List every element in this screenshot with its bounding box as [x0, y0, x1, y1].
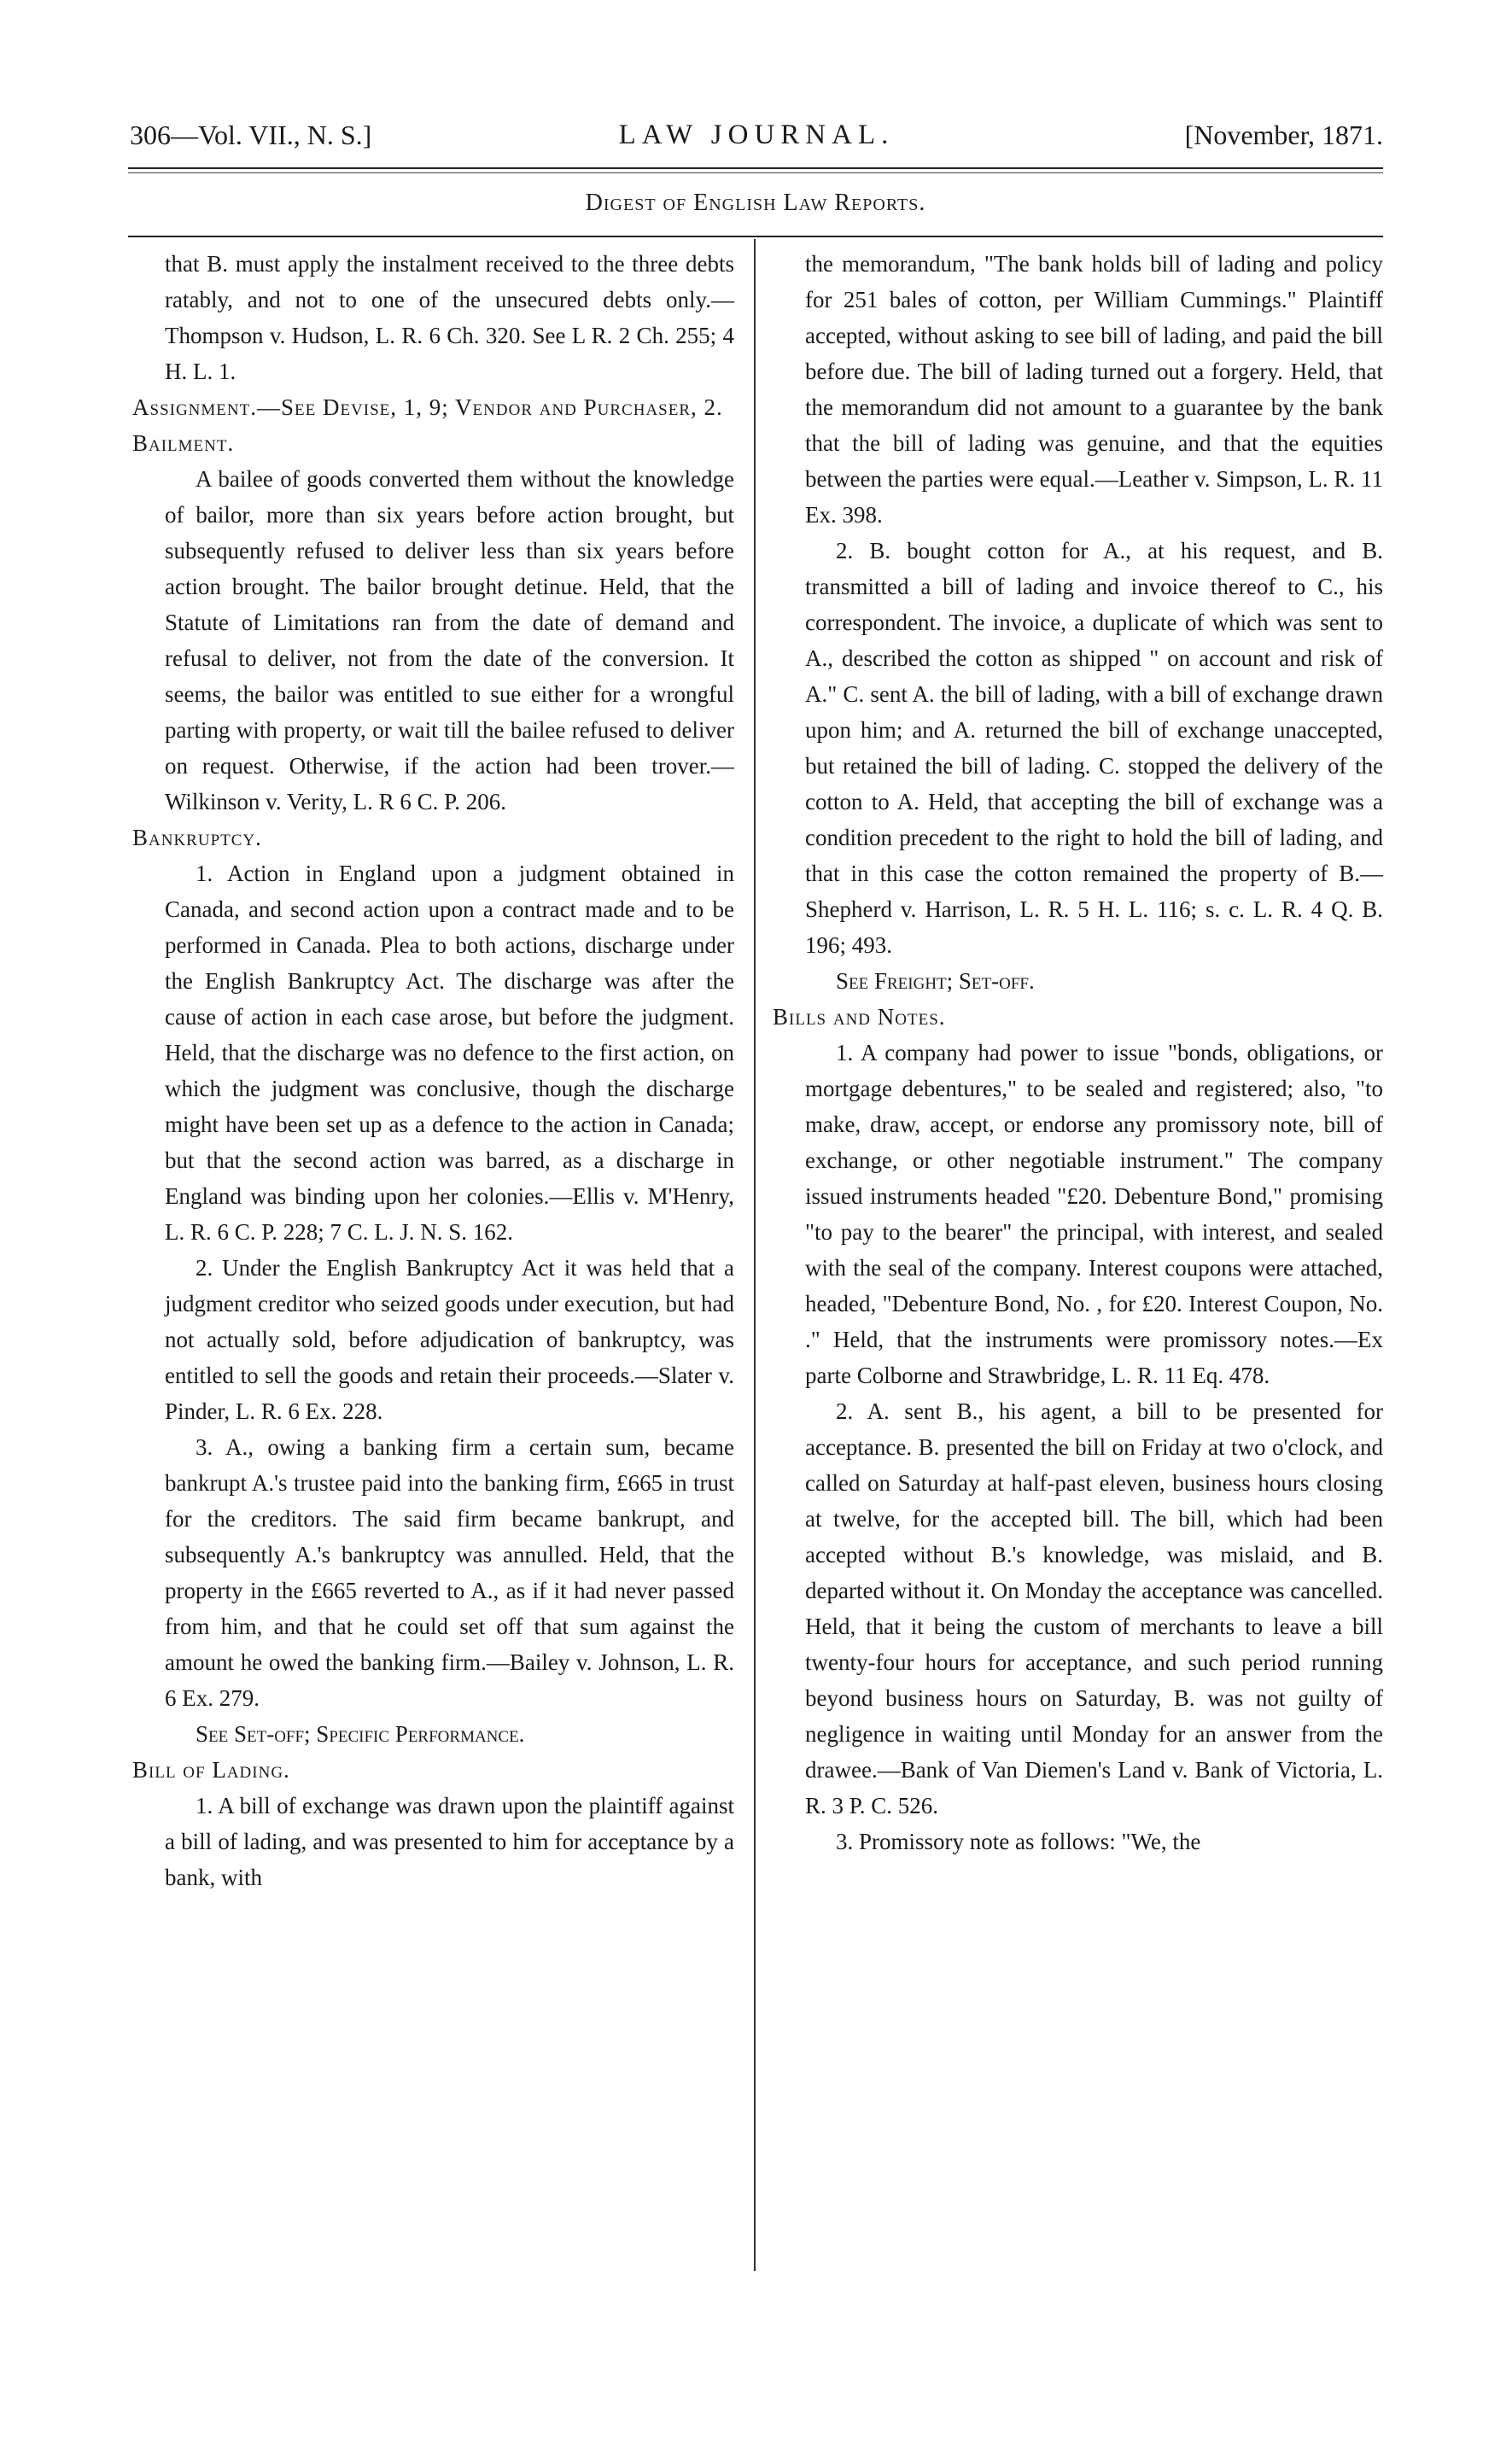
issue-date: [November, 1871. — [1184, 120, 1383, 150]
digest-entry: 1. A bill of exchange was drawn upon the plaintiff against a bill of lading, and was presented to him for acceptance by a bank, with — [165, 1793, 734, 1890]
cross-reference: See Freight; Set-off. — [836, 968, 1035, 994]
digest-entry: 1. Action in England upon a judgment obtained in Canada, and second action upon a contract made and to be performed in Canada. Plea to both actions, discharge under the English Bankruptcy Act. The discharge was after the cause of action in each case arose, but before the judgment. Held, that the discharge was no defence to the first action, on which the judgment was conclusive, though the discharge might have been set up as a defence to the action in Canada; but that the second action was barred, as a discharge in England was binding upon her colonies.—Ellis v. M'Henry, L. R. 6 C. P. 228; 7 C. L. J. N. S. 162. — [165, 861, 734, 1245]
running-head — [130, 120, 1383, 164]
digest-entry: 2. B. bought cotton for A., at his request, and B. transmitted a bill of lading and invoice thereof to C., his correspondent. The invoice, a duplicate of which was sent to A., described the cotton as shipped " on account and risk of A." C. sent A. the bill of lading, with a bill of exchange drawn upon him; and A. returned the bill of exchange unaccepted, but retained the bill of lading. C. stopped the delivery of the cotton to A. Held, that accepting the bill of exchange was a condition precedent to the right to hold the bill of lading, and that in this case the cotton remained the property of B.—Shepherd v. Harrison, L. R. 5 H. L. 116; s. c. L. R. 4 Q. B. 196; 493. — [805, 538, 1383, 958]
subject-heading: Bankruptcy. — [132, 825, 262, 850]
header-rule — [128, 167, 1383, 169]
subject-heading: Assignment.—See Devise, 1, 9; Vendor and Purchaser, 2. — [132, 394, 723, 420]
digest-entry: 3. Promissory note as follows: "We, the — [836, 1829, 1201, 1854]
digest-entry: 2. A. sent B., his agent, a bill to be presented for acceptance. B. presented the bill on Friday at two o'clock, and called on Saturday at half-past eleven, business hours closing at twelve, for the accepted bill. The bill, which had been accepted without B.'s knowledge, was mislaid, and B. departed without it. On Monday the acceptance was cancelled. Held, that it being the custom of merchants to leave a bill twenty-four hours for acceptance, and such period running beyond business hours on Saturday, B. was not guilty of negligence in waiting until Monday for an answer from the drawee.—Bank of Van Diemen's Land v. Bank of Victoria, L. R. 3 P. C. 526. — [805, 1398, 1383, 1818]
subject-heading: Bailment. — [132, 430, 235, 456]
subject-heading: Bill of Lading. — [132, 1757, 290, 1783]
digest-entry: A bailee of goods converted them without the knowledge of bailor, more than six years before action brought, but subsequently refused to deliver less than six years before action brought. The bailor brought detinue. Held, that the Statute of Limitations ran from the date of demand and refusal to deliver, not from the date of the conversion. It seems, the bailor was entitled to sue either for a wrongful parting with property, or wait till the bailee refused to deliver on request. Otherwise, if the action had been trover.—Wilkinson v. Verity, L. R 6 C. P. 206. — [165, 466, 734, 814]
digest-entry: 2. Under the English Bankruptcy Act it was held that a judgment creditor who seized goods under execution, but had not actually sold, before adjudication of bankruptcy, was entitled to sell the goods and retain their proceeds.—Slater v. Pinder, L. R. 6 Ex. 228. — [165, 1255, 734, 1424]
section-title: Digest of English Law Reports. — [585, 190, 926, 216]
subject-heading: Bills and Notes. — [773, 1004, 946, 1030]
right-column — [773, 246, 1383, 1859]
digest-entry: 1. A company had power to issue "bonds, obligations, or mortgage debentures," to be sealed and registered; also, "to make, draw, accept, or endorse any promissory note, bill of exchange, or other negotiable instrument." The company issued instruments headed "£20. Debenture Bond," promising "to pay to the bearer" the principal, with interest, and sealed with the seal of the company. Interest coupons were attached, headed, "Debenture Bond, No. , for £20. Interest Coupon, No. ." Held, that the instruments were promissory notes.—Ex parte Colborne and Strawbridge, L. R. 11 Eq. 478. — [805, 1040, 1383, 1388]
header-rule-thin — [128, 172, 1383, 173]
section-rule — [128, 236, 1383, 237]
left-column — [132, 246, 734, 1895]
digest-entry: 3. A., owing a banking firm a certain sum, became bankrupt A.'s trustee paid into the banking firm, £665 in trust for the creditors. The said firm became bankrupt, and subsequently A.'s bankruptcy was annulled. Held, that the property in the £665 reverted to A., as if it had never passed from him, and that he could set off that sum against the amount he owed the banking firm.—Bailey v. Johnson, L. R. 6 Ex. 279. — [165, 1434, 734, 1711]
digest-entry: the memorandum, "The bank holds bill of lading and policy for 251 bales of cotton, per William Cummings." Plaintiff accepted, without asking to see bill of lading, and paid the bill before due. The bill of lading turned out a forgery. Held, that the memorandum did not amount to a guarantee by the bank that the bill of lading was genuine, and that the equities between the parties were equal.—Leather v. Simpson, L. R. 11 Ex. 398. — [805, 251, 1383, 528]
journal-title: LAW JOURNAL. — [618, 120, 895, 150]
cross-reference: See Set-off; Specific Performance. — [196, 1721, 525, 1747]
page-reference: 306—Vol. VII., N. S.] — [130, 120, 372, 150]
digest-entry: that B. must apply the instalment received to the three debts ratably, and not to one of the unsecured debts only.—Thompson v. Hudson, L. R. 6 Ch. 320. See L R. 2 Ch. 255; 4 H. L. 1. — [165, 251, 734, 384]
column-divider — [754, 239, 756, 2271]
